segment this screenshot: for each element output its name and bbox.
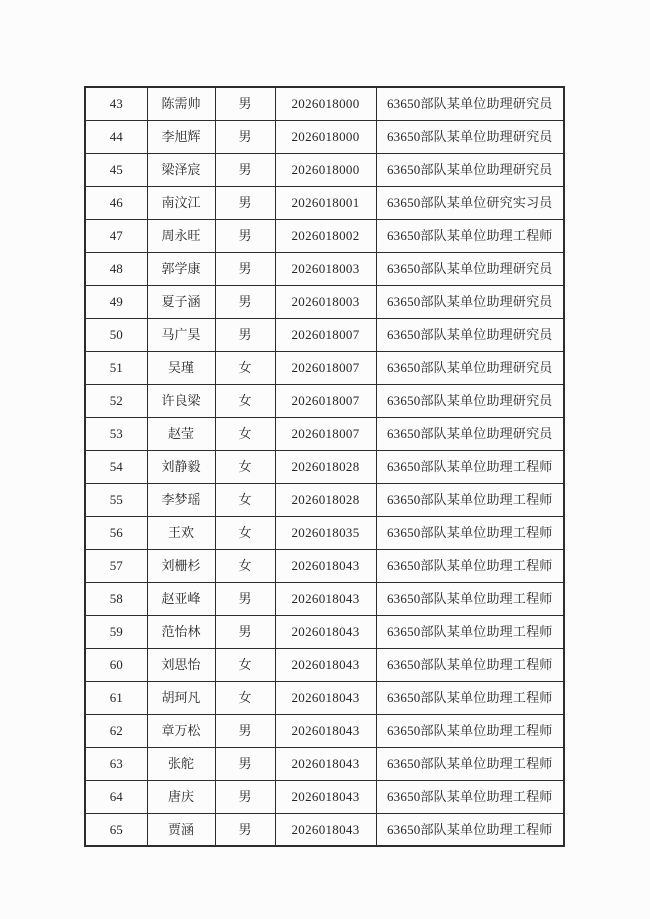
gender-cell: 男 [215,120,275,153]
row-number-cell: 62 [85,714,147,747]
name-cell: 张舵 [147,747,215,780]
gender-cell: 男 [215,153,275,186]
name-cell: 梁泽宸 [147,153,215,186]
name-cell: 刘静毅 [147,450,215,483]
position-cell: 63650部队某单位助理研究员 [376,417,564,450]
gender-cell: 女 [215,516,275,549]
code-cell: 2026018007 [275,417,376,450]
gender-cell: 女 [215,351,275,384]
table-row [85,417,564,450]
table-row [85,120,564,153]
position-cell: 63650部队某单位助理工程师 [376,219,564,252]
code-cell: 2026018002 [275,219,376,252]
code-cell: 2026018000 [275,87,376,120]
gender-cell: 男 [215,285,275,318]
position-cell: 63650部队某单位助理研究员 [376,153,564,186]
table-row [85,318,564,351]
code-cell: 2026018003 [275,252,376,285]
name-cell: 周永旺 [147,219,215,252]
row-number-cell: 63 [85,747,147,780]
position-cell: 63650部队某单位助理研究员 [376,252,564,285]
table-row [85,780,564,813]
row-number-cell: 51 [85,351,147,384]
gender-cell: 男 [215,87,275,120]
table-row [85,483,564,516]
code-cell: 2026018043 [275,582,376,615]
table-row [85,252,564,285]
row-number-cell: 46 [85,186,147,219]
table-row [85,813,564,846]
position-cell: 63650部队某单位助理研究员 [376,384,564,417]
gender-cell: 男 [215,747,275,780]
row-number-cell: 45 [85,153,147,186]
name-cell: 李梦瑶 [147,483,215,516]
code-cell: 2026018043 [275,714,376,747]
row-number-cell: 59 [85,615,147,648]
name-cell: 王欢 [147,516,215,549]
gender-cell: 男 [215,813,275,846]
gender-cell: 男 [215,186,275,219]
position-cell: 63650部队某单位助理研究员 [376,87,564,120]
table-row [85,549,564,582]
position-cell: 63650部队某单位研究实习员 [376,186,564,219]
row-number-cell: 48 [85,252,147,285]
row-number-cell: 49 [85,285,147,318]
table-row [85,87,564,120]
gender-cell: 女 [215,417,275,450]
code-cell: 2026018043 [275,549,376,582]
name-cell: 贾涵 [147,813,215,846]
position-cell: 63650部队某单位助理工程师 [376,648,564,681]
name-cell: 李旭辉 [147,120,215,153]
table-row [85,153,564,186]
code-cell: 2026018007 [275,318,376,351]
row-number-cell: 43 [85,87,147,120]
position-cell: 63650部队某单位助理工程师 [376,582,564,615]
table-row [85,714,564,747]
code-cell: 2026018003 [275,285,376,318]
name-cell: 赵莹 [147,417,215,450]
code-cell: 2026018007 [275,351,376,384]
row-number-cell: 50 [85,318,147,351]
gender-cell: 男 [215,252,275,285]
table-row [85,582,564,615]
position-cell: 63650部队某单位助理工程师 [376,516,564,549]
table-row [85,285,564,318]
row-number-cell: 56 [85,516,147,549]
position-cell: 63650部队某单位助理工程师 [376,813,564,846]
row-number-cell: 47 [85,219,147,252]
table-row [85,219,564,252]
position-cell: 63650部队某单位助理研究员 [376,285,564,318]
row-number-cell: 65 [85,813,147,846]
name-cell: 刘思怡 [147,648,215,681]
position-cell: 63650部队某单位助理工程师 [376,780,564,813]
name-cell: 唐庆 [147,780,215,813]
row-number-cell: 54 [85,450,147,483]
code-cell: 2026018043 [275,648,376,681]
position-cell: 63650部队某单位助理工程师 [376,681,564,714]
code-cell: 2026018007 [275,384,376,417]
position-cell: 63650部队某单位助理工程师 [376,747,564,780]
code-cell: 2026018000 [275,153,376,186]
gender-cell: 男 [215,780,275,813]
position-cell: 63650部队某单位助理研究员 [376,318,564,351]
position-cell: 63650部队某单位助理研究员 [376,351,564,384]
position-cell: 63650部队某单位助理工程师 [376,549,564,582]
position-cell: 63650部队某单位助理工程师 [376,450,564,483]
code-cell: 2026018043 [275,813,376,846]
position-cell: 63650部队某单位助理工程师 [376,714,564,747]
name-cell: 范怡林 [147,615,215,648]
name-cell: 章万松 [147,714,215,747]
personnel-roster-table [84,86,565,847]
code-cell: 2026018043 [275,780,376,813]
row-number-cell: 58 [85,582,147,615]
row-number-cell: 52 [85,384,147,417]
gender-cell: 女 [215,549,275,582]
row-number-cell: 61 [85,681,147,714]
name-cell: 赵亚峰 [147,582,215,615]
table-body [85,87,564,846]
name-cell: 马广昊 [147,318,215,351]
table-row [85,747,564,780]
table-row [85,648,564,681]
row-number-cell: 60 [85,648,147,681]
name-cell: 刘栅杉 [147,549,215,582]
table-row [85,186,564,219]
row-number-cell: 53 [85,417,147,450]
code-cell: 2026018043 [275,681,376,714]
gender-cell: 女 [215,450,275,483]
table-row [85,615,564,648]
gender-cell: 男 [215,615,275,648]
table-row [85,384,564,417]
gender-cell: 男 [215,582,275,615]
row-number-cell: 44 [85,120,147,153]
name-cell: 南汶江 [147,186,215,219]
gender-cell: 女 [215,483,275,516]
name-cell: 吴瑾 [147,351,215,384]
name-cell: 许良梁 [147,384,215,417]
gender-cell: 男 [215,219,275,252]
code-cell: 2026018000 [275,120,376,153]
position-cell: 63650部队某单位助理工程师 [376,483,564,516]
code-cell: 2026018001 [275,186,376,219]
code-cell: 2026018028 [275,483,376,516]
table-row [85,681,564,714]
table-row [85,450,564,483]
row-number-cell: 64 [85,780,147,813]
row-number-cell: 57 [85,549,147,582]
code-cell: 2026018043 [275,747,376,780]
gender-cell: 男 [215,714,275,747]
position-cell: 63650部队某单位助理研究员 [376,120,564,153]
gender-cell: 女 [215,648,275,681]
table-row [85,351,564,384]
name-cell: 郭学康 [147,252,215,285]
name-cell: 胡珂凡 [147,681,215,714]
gender-cell: 男 [215,318,275,351]
code-cell: 2026018035 [275,516,376,549]
table-row [85,516,564,549]
name-cell: 夏子涵 [147,285,215,318]
row-number-cell: 55 [85,483,147,516]
gender-cell: 女 [215,384,275,417]
code-cell: 2026018043 [275,615,376,648]
position-cell: 63650部队某单位助理工程师 [376,615,564,648]
name-cell: 陈需帅 [147,87,215,120]
gender-cell: 女 [215,681,275,714]
code-cell: 2026018028 [275,450,376,483]
